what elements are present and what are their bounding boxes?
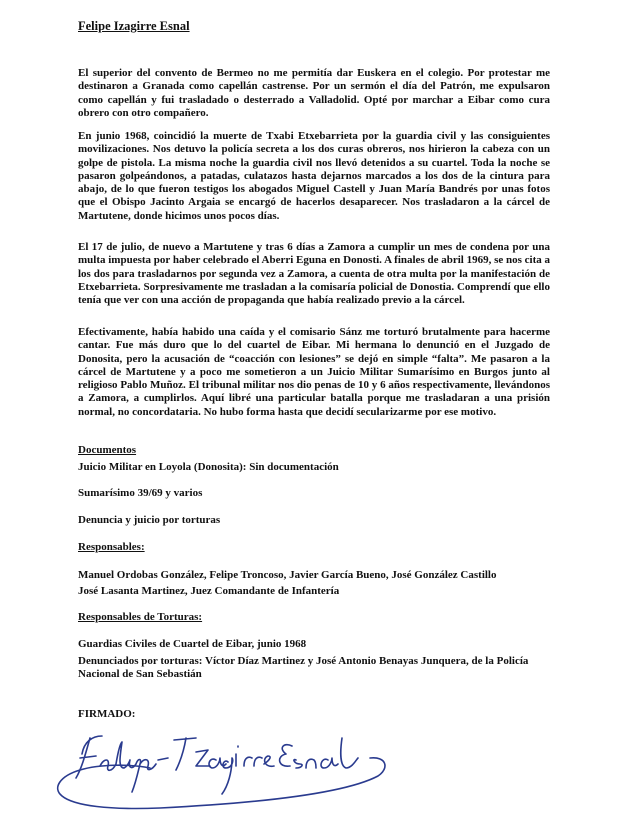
- paragraph-3: El 17 de julio, de nuevo a Martutene y tras 6 días a Zamora a cumplir un mes de condena por una multa impuesta por haber celebrado el Aberri Eguna en Donosti. A finales de abril 1969, se nos cita a los dos para trasladarnos por segunda vez a Zamora, a cuenta de otra multa por la manifestación de Etxebarrieta. Sorpresivamente me trasladan a la comisaría policial de Donostia. Comprendí que ello tenía que ver con una acción de propaganda que había realizado previo a la cárcel.: [78, 241, 550, 307]
- responsables-line: José Lasanta Martinez, Juez Comandante de Infantería: [78, 585, 340, 597]
- responsables-line: Manuel Ordobas González, Felipe Troncoso, Javier García Bueno, José González Castillo: [78, 569, 497, 581]
- paragraph-4: Efectivamente, había habido una caída y el comisario Sánz me torturó brutalmente para hacerme cantar. Fue más duro que lo del cuartel de Eibar. Mi hermana lo denunció en el Juzgado de Donosita, pero la acusación de “coacción con lesiones” se dejó en simple “falta”. Me pasaron a la cárcel de Martutene y a poco me sometieron a un Juicio Militar Sumarísimo en Burgos junto al religioso Pablo Muñoz. El tribunal militar nos dio penas de 10 y 6 años respectivamente, llevándonos a Zamora, a cumplirlos. Aquí libré una particular batalla porque me trasladaran a una prisión normal, no concordataria. No hubo forma hasta que decidí secularizarme por ese motivo.: [78, 326, 550, 418]
- handwritten-signature: [40, 712, 400, 822]
- documentos-heading: Documentos: [78, 444, 137, 456]
- responsables-torturas-line: Denunciados por torturas: Víctor Díaz Martinez y José Antonio Benayas Junquera, de la Policía Nacional de San Sebastián: [78, 655, 529, 681]
- paragraph-2: En junio 1968, coincidió la muerte de Txabi Etxebarrieta por la guardia civil y las consiguientes movilizaciones. Nos detuvo la policía secreta a los dos curas obreros, nos hirieron la cabeza con un golpe de pistola. La misma noche la guardia civil nos llevó detenidos a su cuartel. Toda la noche se pasaron golpeándonos, a patadas, culatazos hasta dejarnos marcados a los dos de la cintura para abajo, de lo que fueron testigos los abogados Miguel Castell y Juan María Bandrés por unas fotos que el Obispo Jacinto Argaia se encargó de hacerlos desaparecer. Nos trasladaron a la cárcel de Martutene, donde hicimos unos pocos días.: [78, 130, 550, 222]
- responsables-torturas-heading: Responsables de Torturas:: [78, 611, 203, 623]
- responsables-torturas-line: Guardias Civiles de Cuartel de Eibar, junio 1968: [78, 638, 307, 650]
- paragraph-1: El superior del convento de Bermeo no me permitía dar Euskera en el colegio. Por protestar me destinaron a Granada como capellán castrense. Por un sermón el día del Patrón, me expulsaron como capellán y fui trasladado o desterrado a Valladolid. Opté por marchar a Eibar como cura obrero con otro compañero.: [78, 67, 550, 119]
- documentos-item: Denuncia y juicio por torturas: [78, 514, 221, 526]
- responsables-heading: Responsables:: [78, 541, 145, 553]
- documentos-item: Juicio Militar en Loyola (Donosita): Sin documentación: [78, 461, 339, 473]
- signed-label: FIRMADO:: [78, 708, 136, 720]
- documentos-item: Sumarísimo 39/69 y varios: [78, 487, 203, 499]
- document-title: Felipe Izagirre Esnal: [78, 19, 190, 33]
